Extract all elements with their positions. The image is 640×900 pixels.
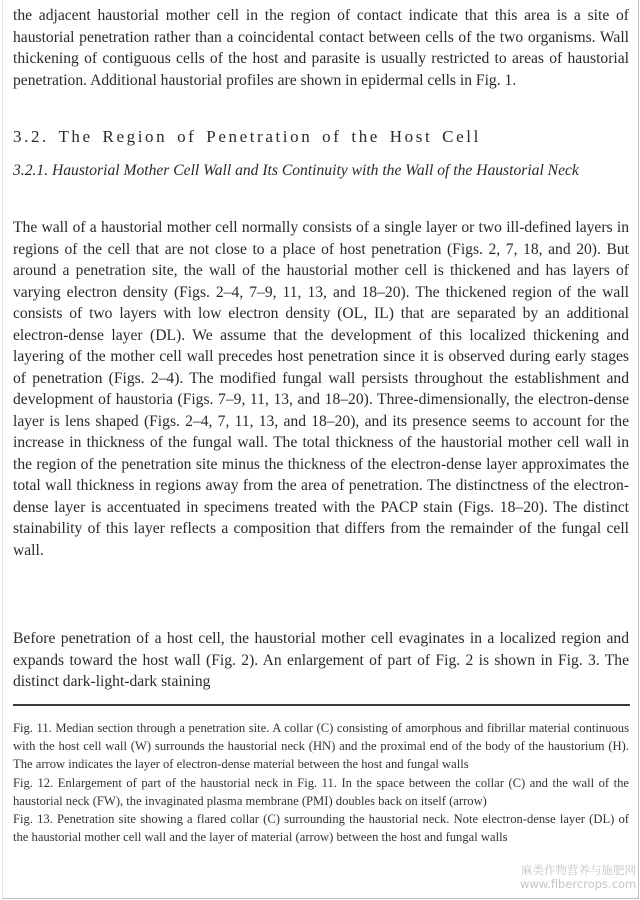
caption-fig-11: Fig. 11. Median section through a penetration site. A collar (C) consisting of amorphous and fibrillar material continuous with the host cell wall (W) surrounds the haustorial neck (HN) and the proximal end of the body of the haustorium (H). The arrow indicates the layer of electron-dense material between the host and fungal walls	[13, 721, 629, 772]
last-paragraph: Before penetration of a host cell, the haustorial mother cell evaginates in a localized region and expands toward the host wall (Fig. 2). An enlargement of part of Fig. 2 is shown in Fig. 3. The distinct dark-light-dark staining	[13, 630, 629, 690]
watermark	[520, 863, 636, 891]
subsection-heading: 3.2.1. Haustorial Mother Cell Wall and Its Continuity with the Wall of the Haustorial Neck	[13, 162, 579, 179]
caption-fig-13: Fig. 13. Penetration site showing a flared collar (C) surrounding the haustorial neck. Note electron-dense layer (DL) of the haustorial mother cell wall and the layer of material (arrow) between the host and fungal walls	[13, 812, 629, 845]
main-paragraph: The wall of a haustorial mother cell normally consists of a single layer or two ill-defined layers in regions of the cell that are not close to a place of host penetration (Figs. 2, 7, 18, and 20). But around a penetration site, the wall of the haustorial mother cell is thickened and has layers of varying electron density (Figs. 2–4, 7–9, 11, 13, and 18–20). The thickened region of the wall consists of two layers with low electron density (OL, IL) that are separated by an additional electron-dense layer (DL). We assume that the development of this localized thickening and layering of the mother cell wall precedes host penetration since it is observed during early stages of penetration (Figs. 2–4). The modified fungal wall persists throughout the establishment and development of haustoria (Figs. 7–9, 11, 13, and 18–20). Three-dimensionally, the electron-dense layer is lens shaped (Figs. 2–4, 7, 11, 13, and 18–20), and its presence seems to account for the increase in thickness of the fungal wall. The total thickness of the haustorial mother cell wall in the region of the penetration site minus the thickness of the electron-dense layer approximates the total wall thickness in regions away from the area of penetration. The distinctness of the electron-dense layer is accentuated in specimens treated with the PACP stain (Figs. 18–20). The distinct stainability of this layer reflects a composition that differs from the remainder of the fungal cell wall.	[13, 219, 629, 559]
watermark-line-1: 麻类作物营养与施肥网	[521, 863, 636, 877]
caption-divider	[13, 704, 630, 706]
caption-fig-12: Fig. 12. Enlargement of part of the haustorial neck in Fig. 11. In the space between the collar (C) and the wall of the haustorial neck (FW), the invaginated plasma membrane (PMI) doubles back on itself (arrow)	[13, 775, 629, 808]
watermark-line-2: www.fibercrops.com	[520, 877, 637, 891]
figure-captions	[13, 719, 629, 846]
intro-paragraph: the adjacent haustorial mother cell in the region of contact indicate that this area is a site of haustorial penetration rather than a coincidental contact between cells of the two organisms. Wall thickening of contiguous cells of the host and parasite is usually restricted to areas of haustorial penetration. Additional haustorial profiles are shown in epidermal cells in Fig. 1.	[13, 7, 629, 89]
section-heading: 3.2. The Region of Penetration of the Host Cell	[13, 127, 481, 146]
